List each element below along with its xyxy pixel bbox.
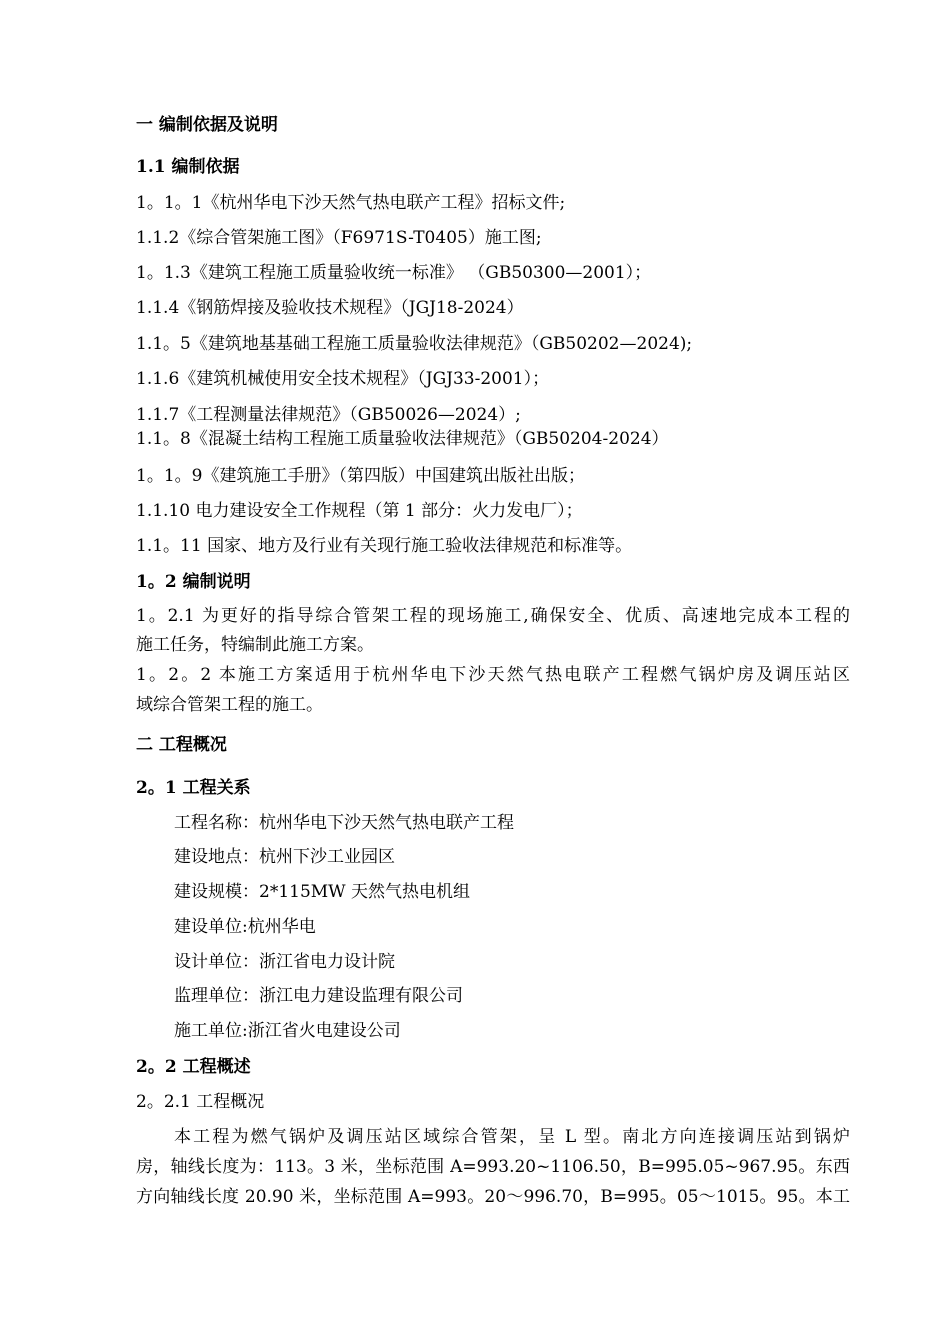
explanation-paragraph-2-line-2: 域综合管架工程的施工。 xyxy=(136,695,323,715)
basis-item: 1。1。9《建筑施工手册》（第四版）中国建筑出版社出版； xyxy=(136,466,585,486)
project-info-item: 工程名称：杭州华电下沙天然气热电联产工程 xyxy=(174,813,514,833)
basis-item: 1.1.10 电力建设安全工作规程（第 1 部分：火力发电厂）； xyxy=(136,501,583,521)
explanation-paragraph-1-line-1: 1。2.1 为更好的指导综合管架工程的现场施工,确保安全、优质、高速地完成本工程的 xyxy=(136,606,850,626)
basis-item: 1.1。11 国家、地方及行业有关现行施工验收法律规范和标准等。 xyxy=(136,536,633,556)
project-info-item: 建设规模：2*115MW 天然气热电机组 xyxy=(174,882,471,902)
section-2-1-heading: 2。1 工程关系 xyxy=(136,778,251,798)
basis-item: 1.1。5《建筑地基基础工程施工质量验收法律规范》（GB50202—2024); xyxy=(136,334,693,354)
project-info-item: 施工单位:浙江省火电建设公司 xyxy=(174,1021,401,1041)
basis-item: 1.1。8《混凝土结构工程施工质量验收法律规范》（GB50204-2024） xyxy=(136,429,669,449)
project-info-item: 建设地点：杭州下沙工业园区 xyxy=(174,847,395,867)
basis-item: 1.1.4《钢筋焊接及验收技术规程》（JGJ18-2024） xyxy=(136,298,524,318)
explanation-paragraph-2-line-1: 1。2。2 本施工方案适用于杭州华电下沙天然气热电联产工程燃气锅炉房及调压站区 xyxy=(136,665,850,685)
explanation-paragraph-1-line-2: 施工任务，特编制此施工方案。 xyxy=(136,635,374,655)
overview-paragraph-line-2: 房，轴线长度为：113。3 米，坐标范围 A=993.20~1106.50，B=995.05~967.95。东西 xyxy=(136,1157,850,1177)
basis-item: 1.1.7《工程测量法律规范》（GB50026—2024）; xyxy=(136,405,521,425)
basis-item: 1。1.3《建筑工程施工质量验收统一标准》 （GB50300—2001）； xyxy=(136,263,652,283)
section-2-2-1-heading: 2。2.1 工程概况 xyxy=(136,1092,265,1112)
basis-item: 1.1.6《建筑机械使用安全技术规程》（JGJ33-2001）； xyxy=(136,369,550,389)
section-2-heading: 二 工程概况 xyxy=(136,735,227,755)
section-1-heading: 一 编制依据及说明 xyxy=(136,115,278,135)
project-info-item: 设计单位：浙江省电力设计院 xyxy=(174,952,395,972)
section-1-2-heading: 1。2 编制说明 xyxy=(136,572,251,592)
basis-item: 1.1.2《综合管架施工图》（F6971S-T0405）施工图; xyxy=(136,228,542,248)
overview-paragraph-line-1: 本工程为燃气锅炉及调压站区域综合管架，呈 L 型。南北方向连接调压站到锅炉 xyxy=(174,1127,850,1147)
basis-item: 1。1。1《杭州华电下沙天然气热电联产工程》招标文件; xyxy=(136,193,566,213)
project-info-item: 监理单位：浙江电力建设监理有限公司 xyxy=(174,986,463,1006)
project-info-item: 建设单位:杭州华电 xyxy=(174,917,316,937)
section-1-1-heading: 1.1 编制依据 xyxy=(136,157,240,177)
section-2-2-heading: 2。2 工程概述 xyxy=(136,1057,251,1077)
overview-paragraph-line-3: 方向轴线长度 20.90 米，坐标范围 A=993。20～996.70，B=995。05～1015。95。本工 xyxy=(136,1187,850,1207)
